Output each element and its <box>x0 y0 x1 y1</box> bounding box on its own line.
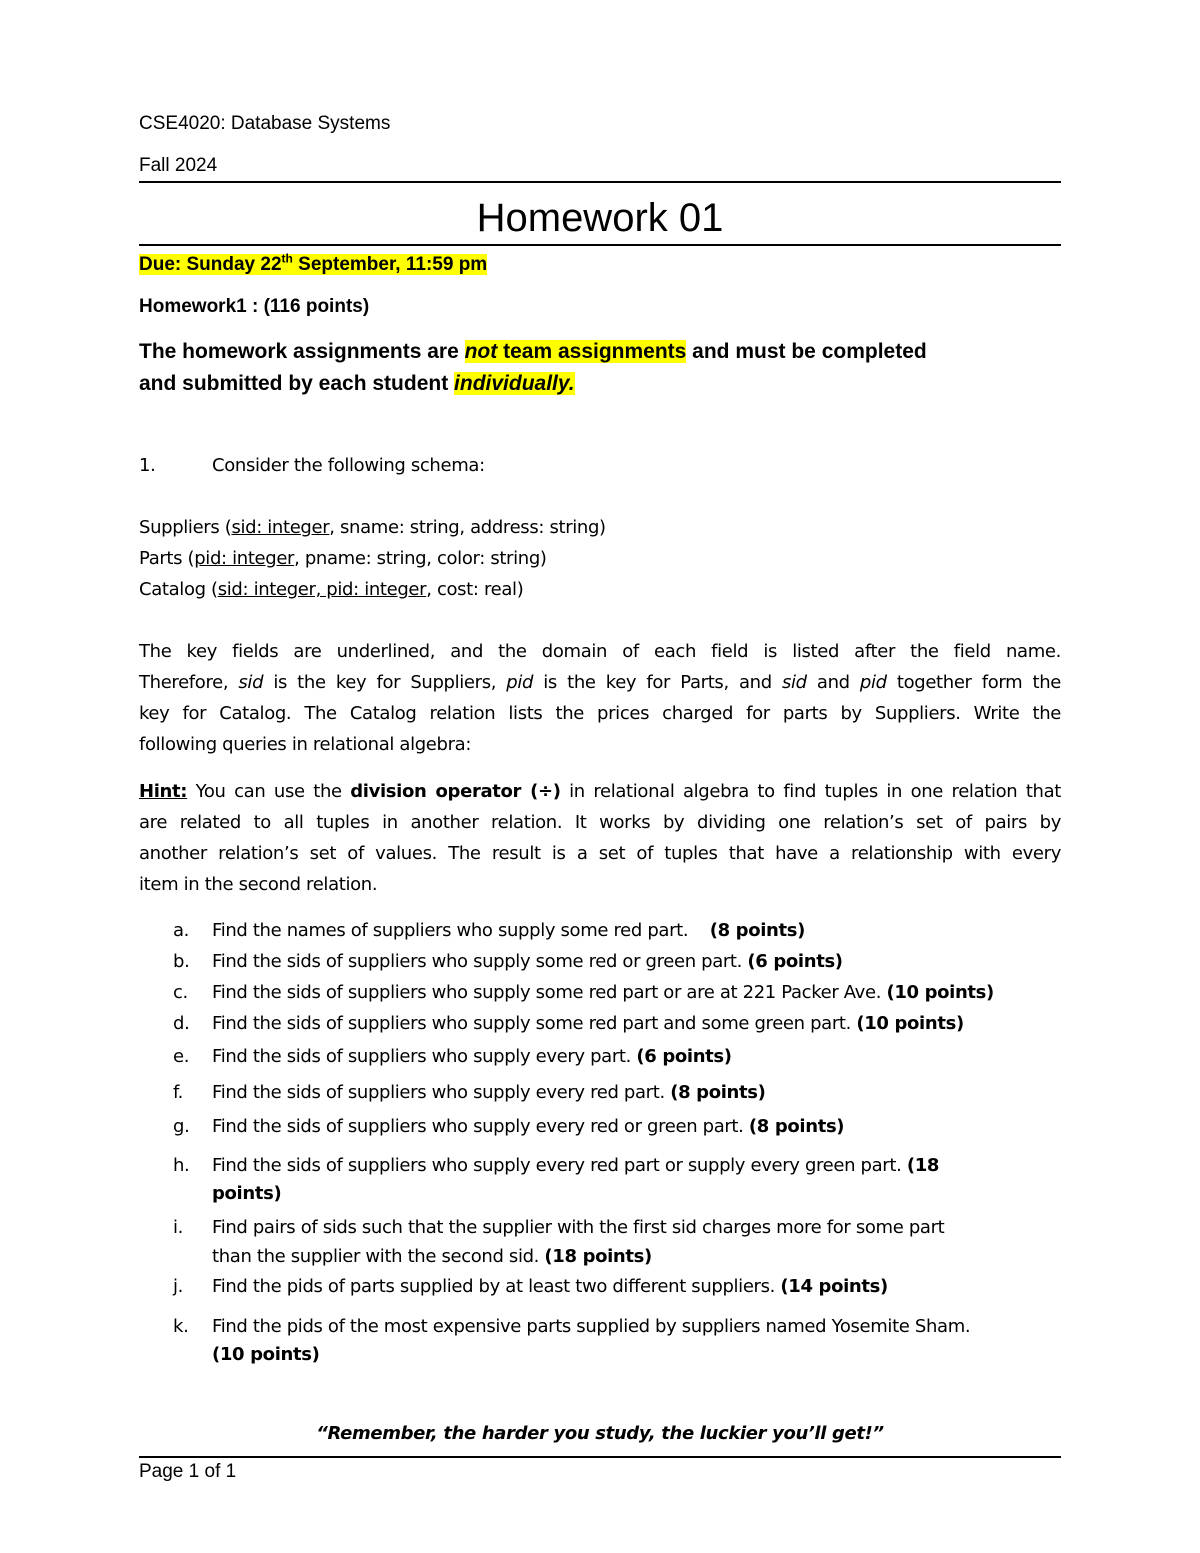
schema-catalog: Catalog (sid: integer, pid: integer, cost: real) <box>139 579 524 600</box>
description-line-2: Therefore, sid is the key for Suppliers, pid is the key for Parts, and sid and pid together form the <box>139 672 1062 693</box>
hint-label: Hint: <box>139 781 188 802</box>
header-rule <box>139 181 1061 183</box>
homework-points: Homework1 : (116 points) <box>139 296 370 317</box>
course-name: CSE4020: Database Systems <box>139 113 391 134</box>
schema-suppliers: Suppliers (sid: integer, sname: string, address: string) <box>139 517 606 538</box>
notice-not: not <box>464 340 498 363</box>
notice-individually: individually. <box>454 372 575 395</box>
due-date <box>139 252 487 276</box>
due-date-highlight <box>139 254 487 275</box>
document-page: CSE4020: Database Systems Fall 2024 Homework 01 Due: Sunday 22th September, 11:59 pm Homework1 : (116 points) The homework assignments are not team assignments and must be completed and submitted by each student individually. 1. Consider the following schema: Suppliers (sid: integer, sname: string, address: string) Parts (pid: integer, pname: string, color: string) Catalog (sid: integer, pid: integer, cost: real) The key fields are underlined, and the domain of each field is listed after the field name. Therefore, sid is the key for Suppliers, pid is the key for Parts, and sid and pid together form the key for Catalog. The Catalog relation lists the prices charged for parts by Suppliers. Write the following queries in relational algebra: Hint: You can use the division operator (÷) in relational algebra to find tuples in one relation that are related to all tuples in another relation. It works by dividing one relation’s set of pairs by another relation’s set of values. The result is a set of tuples that have a relationship with every item in the second relation. a. Find the names of suppliers who supply some red part. (8 points) b. Find the sids of suppliers who supply some red or green part. (6 points) c. Find the sids of suppliers who supply some red part or are at 221 Packer Ave. (10 points) d. Find the sids of suppliers who supply some red part and some green part. (10 points) e. Find the sids of suppliers who supply every part. (6 points) f. Find the sids of suppliers who supply every red part. (8 points) g. Find the sids of suppliers who supply every red or green part. (8 points) h. Find the sids of suppliers who supply every red part or supply every green part. (18 points) i. Find pairs of sids such that the supplier with the first sid charges more for some part than the supplier with the second sid. (18 points) j. Find the pids of parts supplied by at least two different suppliers. (14 points) k. Find the pids of the most expensive parts supplied by suppliers named Yosemite Sham. (10 points) “Remember, the harder you study, the luckier you’ll get!” Page 1 of 1 <box>0 0 1200 1553</box>
individual-notice <box>139 336 1069 400</box>
due-prefix: Due: Sunday 22 <box>139 254 282 276</box>
notice-team: team assignments <box>497 340 687 363</box>
question-number: 1. <box>139 455 156 476</box>
notice-line-2: and submitted by each student individually. <box>139 372 575 395</box>
due-suffix: September, 11:59 pm <box>292 254 488 276</box>
hint-line-1: Hint: You can use the division operator (÷) in relational algebra to find tuples in one relation that <box>139 781 1061 802</box>
due-sup: th <box>281 252 293 266</box>
term: Fall 2024 <box>139 155 218 176</box>
hint-line-3: another relation’s set of values. The result is a set of tuples that have a relationship with every <box>139 843 1061 864</box>
catalog-key: sid: integer, pid: integer <box>217 579 427 600</box>
notice-line-1: The homework assignments are not team assignments and must be completed <box>139 340 927 363</box>
description-line-3: key for Catalog. The Catalog relation lists the prices charged for parts by Suppliers. Write the <box>139 703 1061 724</box>
suppliers-key: sid: integer <box>231 517 330 538</box>
division-operator: division operator (÷) <box>350 781 561 802</box>
description-line-4: following queries in relational algebra: <box>139 734 472 755</box>
motivational-quote: “Remember, the harder you study, the luckier you’ll get!” <box>316 1423 884 1444</box>
parts-key: pid: integer <box>194 548 295 569</box>
hint-line-4: item in the second relation. <box>139 874 378 895</box>
description-line-1: The key fields are underlined, and the domain of each field is listed after the field name. <box>139 641 1061 662</box>
page-number: Page 1 of 1 <box>139 1461 237 1482</box>
footer-rule <box>139 1456 1061 1458</box>
page-title: Homework 01 <box>476 196 724 240</box>
schema-parts: Parts (pid: integer, pname: string, color: string) <box>139 548 547 569</box>
title-rule <box>139 244 1061 246</box>
hint-line-2: are related to all tuples in another relation. It works by dividing one relation’s set of pairs by <box>139 812 1061 833</box>
question-text: Consider the following schema: <box>212 455 485 476</box>
